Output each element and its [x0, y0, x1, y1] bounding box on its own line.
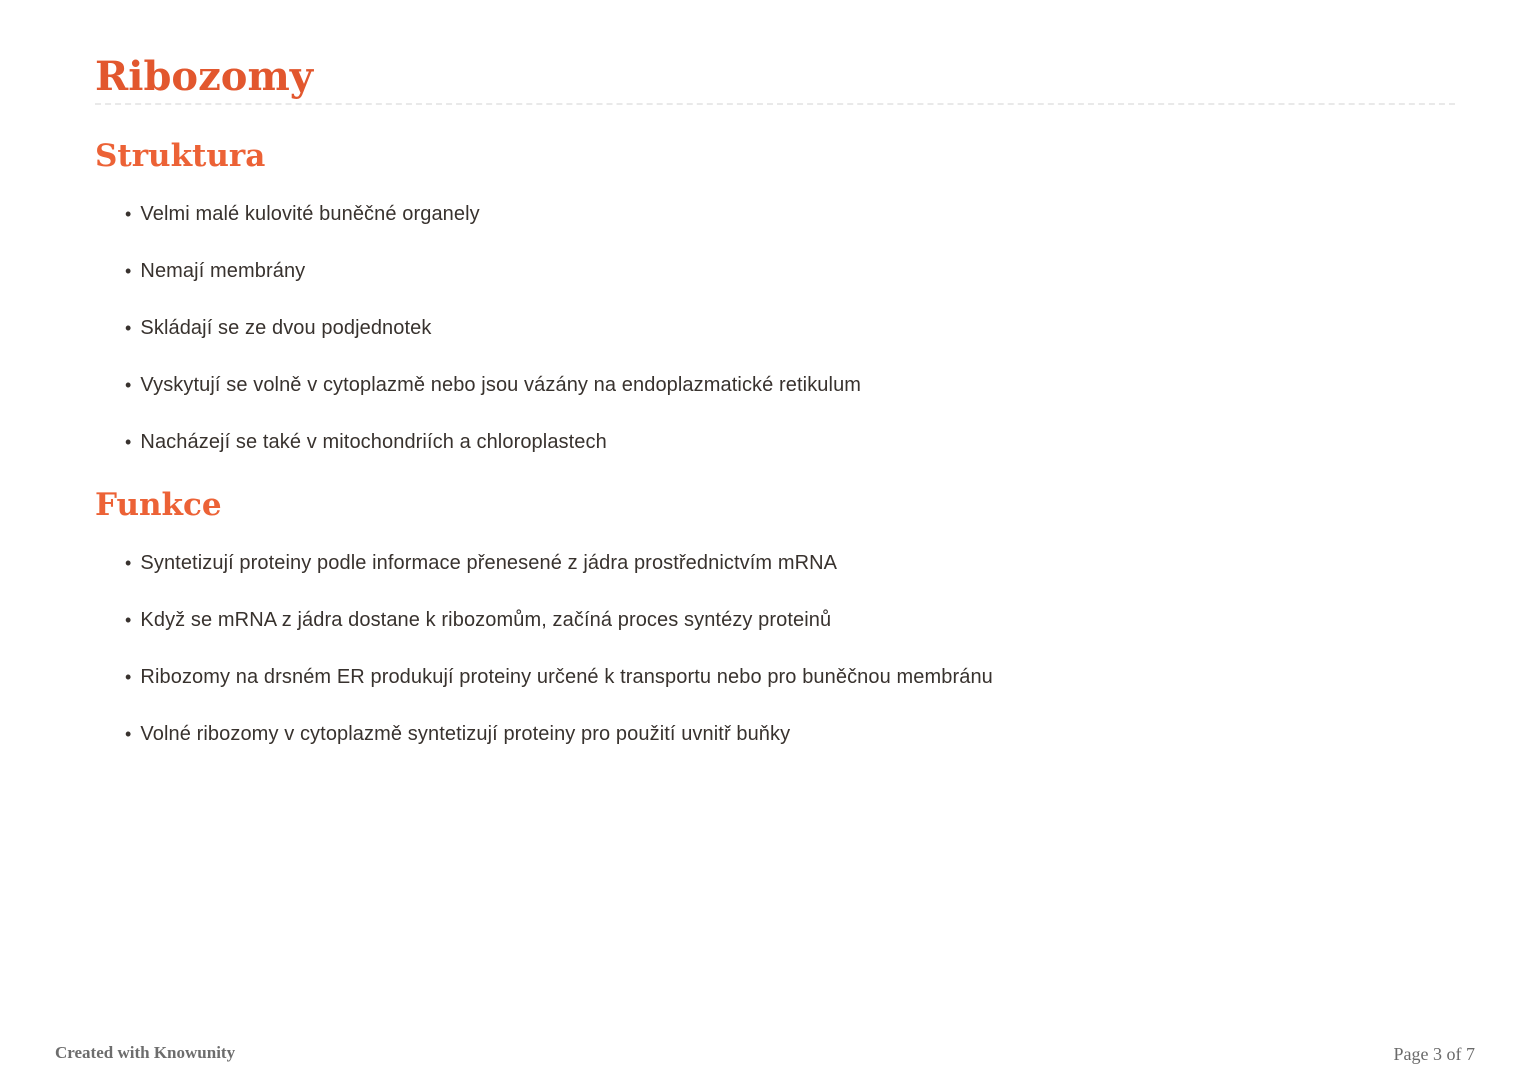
bullet-icon: • [125, 553, 132, 574]
list-item [125, 260, 1455, 283]
page-title: Ribozomy [95, 57, 1455, 105]
list-item [125, 609, 1455, 632]
section-struktura [95, 139, 1455, 454]
list-item [125, 666, 1455, 689]
bullet-icon: • [125, 432, 132, 453]
section-funkce [95, 488, 1455, 746]
list-item-text: Nacházejí se také v mitochondriích a chloroplastech [140, 431, 607, 454]
list-item-text: Když se mRNA z jádra dostane k ribozomům, začíná proces syntézy proteinů [140, 609, 832, 632]
bullet-icon: • [125, 375, 132, 396]
list-item-text: Volné ribozomy v cytoplazmě syntetizují proteiny pro použití uvnitř buňky [140, 723, 791, 746]
bullet-icon: • [125, 261, 132, 282]
list-item-text: Skládají se ze dvou podjednotek [140, 317, 432, 340]
list-item [125, 552, 1455, 575]
section-heading-funkce: Funkce [95, 487, 222, 524]
list-item [125, 723, 1455, 746]
list-item-text: Vyskytují se volně v cytoplazmě nebo jsou vázány na endoplazmatické retikulum [140, 374, 862, 397]
section-heading-struktura: Struktura [95, 138, 266, 174]
bullet-icon: • [125, 724, 132, 745]
list-item-text: Nemají membrány [140, 260, 306, 283]
bullet-icon: • [125, 204, 132, 225]
page-number: Page 3 of 7 [1393, 1044, 1475, 1064]
bullet-icon: • [125, 610, 132, 631]
list-item-text: Ribozomy na drsném ER produkují proteiny určené k transportu nebo pro buněčnou membránu [140, 666, 993, 689]
list-item [125, 317, 1455, 340]
list-item [125, 203, 1455, 226]
bullet-icon: • [125, 667, 132, 688]
bullet-icon: • [125, 318, 132, 339]
footer-branding: Created with Knowunity [55, 1043, 236, 1062]
list-item-text: Velmi malé kulovité buněčné organely [140, 203, 480, 226]
list-item-text: Syntetizují proteiny podle informace přenesené z jádra prostřednictvím mRNA [140, 552, 838, 575]
list-item [125, 374, 1455, 397]
bullet-list-funkce [95, 552, 1455, 746]
bullet-list-struktura [95, 203, 1455, 454]
list-item [125, 431, 1455, 454]
